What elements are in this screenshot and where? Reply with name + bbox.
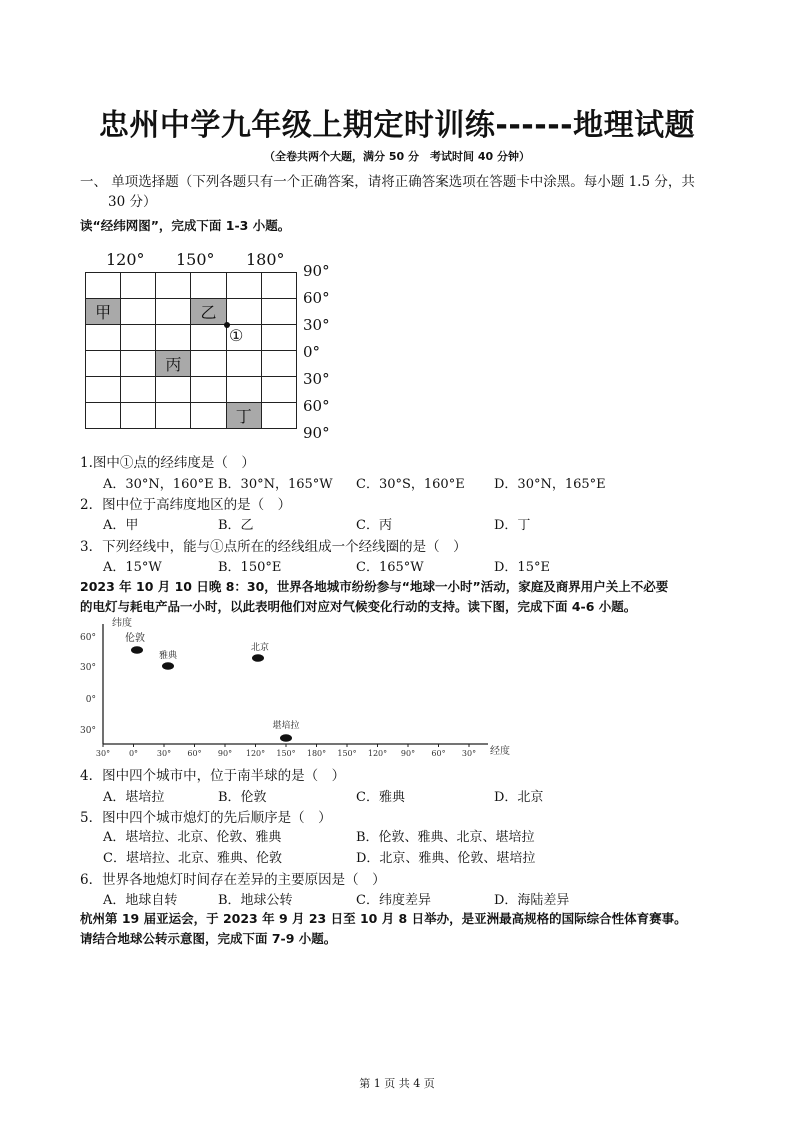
x-tick-label: 150° bbox=[337, 749, 357, 758]
x-tick-label: 90° bbox=[217, 749, 233, 758]
city-dot-athens bbox=[162, 662, 174, 670]
q3-option-a: A．15°W bbox=[103, 560, 162, 575]
q3-option-d: D．15°E bbox=[494, 560, 550, 575]
x-tick-label: 90° bbox=[400, 749, 416, 758]
q5-option-d: D．北京、雅典、伦敦、堪培拉 bbox=[356, 851, 536, 866]
q1-option-c: C．30°S，160°E bbox=[356, 477, 465, 492]
lat-label-30s: 30° bbox=[303, 370, 330, 388]
point-label: ① bbox=[229, 326, 244, 345]
exam-info: （全卷共两个大题，满分 50 分 考试时间 40 分钟） bbox=[264, 150, 530, 163]
lon-label-180: 180° bbox=[246, 250, 285, 269]
city-dot-london bbox=[131, 646, 143, 654]
intro-q1-3: 读“经纬网图”，完成下面 1-3 小题。 bbox=[80, 218, 291, 233]
q5-option-a: A．堪培拉、北京、伦敦、雅典 bbox=[103, 830, 282, 845]
x-tick-label: 0° bbox=[128, 749, 139, 758]
x-tick-label: 120° bbox=[367, 749, 388, 758]
intro-q4-6-line2: 的电灯与耗电产品一小时，以此表明他们对应对气候变化行动的支持。读下图，完成下面 4-6 小题。 bbox=[80, 599, 637, 614]
cell-ding: 丁 bbox=[226, 403, 261, 429]
section-heading-line1: 一、 单项选择题（下列各题只有一个正确答案，请将正确答案选项在答题卡中涂黑。每小题 1.5 分，共 bbox=[80, 174, 695, 190]
intro-q4-6-line1: 2023 年 10 月 10 日晚 8：30，世界各地城市纷纷参与“地球一小时”活动，家庭及商界用户关上不必要 bbox=[80, 579, 669, 594]
q5-option-b: B．伦敦、雅典、北京、堪培拉 bbox=[356, 830, 535, 845]
x-tick-label: 120° bbox=[245, 749, 266, 758]
cell-jia: 甲 bbox=[86, 299, 121, 325]
q4-option-c: C．雅典 bbox=[356, 790, 405, 805]
y-tick-0: 0° bbox=[85, 695, 96, 705]
city-label-london: 伦敦 bbox=[125, 633, 145, 644]
y-tick-60: 60° bbox=[80, 633, 96, 643]
x-tick-label: 30° bbox=[95, 749, 111, 758]
q2-option-c: C．丙 bbox=[356, 518, 392, 533]
q1-option-a: A．30°N，160°E bbox=[103, 477, 214, 492]
intro-q7-9-line2: 请结合地球公转示意图，完成下面 7-9 小题。 bbox=[80, 931, 337, 946]
city-position-map bbox=[76, 616, 516, 760]
intro-q7-9-line1: 杭州第 19 届亚运会，于 2023 年 9 月 23 日至 10 月 8 日举办，是亚洲最高规格的国际综合性体育赛事。 bbox=[80, 911, 687, 926]
q3-stem: 3．下列经线中，能与①点所在的经线组成一个经线圈的是（ ） bbox=[80, 539, 467, 555]
x-tick-label: 30° bbox=[156, 749, 172, 758]
q4-option-d: D．北京 bbox=[494, 790, 544, 805]
q1-stem: 1.图中①点的经纬度是（ ） bbox=[80, 455, 255, 471]
city-dot-canberra bbox=[280, 734, 292, 742]
cell-yi: 乙 bbox=[191, 299, 226, 325]
q3-option-b: B．150°E bbox=[218, 560, 282, 575]
cell-bing: 丙 bbox=[156, 351, 191, 377]
x-tick-label: 30° bbox=[461, 749, 477, 758]
section-heading bbox=[80, 172, 720, 212]
lat-label-90s: 90° bbox=[303, 424, 330, 442]
q5-stem: 5．图中四个城市熄灯的先后顺序是（ ） bbox=[80, 810, 332, 826]
q1-option-d: D．30°N，165°E bbox=[494, 477, 606, 492]
y-tick-30s: 30° bbox=[80, 726, 96, 736]
page-number: 第 1 页 共 4 页 bbox=[359, 1077, 435, 1090]
y-tick-30: 30° bbox=[80, 663, 96, 673]
x-tick-label: 180° bbox=[306, 749, 327, 758]
x-tick-label: 60° bbox=[187, 749, 202, 758]
q4-option-b: B．伦敦 bbox=[218, 790, 267, 805]
city-label-athens: 雅典 bbox=[158, 651, 178, 661]
lat-label-0: 0° bbox=[303, 343, 321, 361]
q2-option-d: D．丁 bbox=[494, 518, 531, 533]
x-tick-label: 60° bbox=[431, 749, 446, 758]
lat-label-90n: 90° bbox=[303, 262, 330, 280]
lon-label-150: 150° bbox=[176, 250, 215, 269]
q2-stem: 2．图中位于高纬度地区的是（ ） bbox=[80, 497, 292, 513]
lat-label-30n: 30° bbox=[303, 316, 330, 334]
q6-option-c: C．纬度差异 bbox=[356, 893, 431, 908]
q4-stem: 4．图中四个城市中，位于南半球的是（ ） bbox=[80, 768, 346, 784]
y-axis-title: 纬度 bbox=[112, 618, 132, 629]
page-title: 忠州中学九年级上期定时训练------地理试题 bbox=[98, 108, 696, 143]
q6-option-d: D．海陆差异 bbox=[494, 893, 570, 908]
lat-label-60s: 60° bbox=[303, 397, 330, 415]
q1-option-b: B．30°N，165°W bbox=[218, 477, 333, 492]
q6-stem: 6．世界各地熄灯时间存在差异的主要原因是（ ） bbox=[80, 872, 386, 888]
graticule-grid bbox=[85, 272, 297, 434]
city-label-beijing: 北京 bbox=[250, 643, 270, 653]
city-label-canberra: 堪培拉 bbox=[272, 721, 300, 731]
q4-option-a: A．堪培拉 bbox=[103, 790, 165, 805]
q2-option-b: B．乙 bbox=[218, 518, 254, 533]
section-heading-line2: 30 分） bbox=[108, 194, 157, 210]
q6-option-b: B．地球公转 bbox=[218, 893, 293, 908]
x-tick-label: 150° bbox=[276, 749, 296, 758]
q2-option-a: A．甲 bbox=[103, 518, 139, 533]
city-dot-beijing bbox=[252, 654, 264, 662]
x-axis-title: 经度 bbox=[490, 746, 510, 757]
q3-option-c: C．165°W bbox=[356, 560, 424, 575]
q5-option-c: C．堪培拉、北京、雅典、伦敦 bbox=[103, 851, 282, 866]
lat-label-60n: 60° bbox=[303, 289, 330, 307]
q6-option-a: A．地球自转 bbox=[103, 893, 178, 908]
lon-label-120: 120° bbox=[106, 250, 145, 269]
